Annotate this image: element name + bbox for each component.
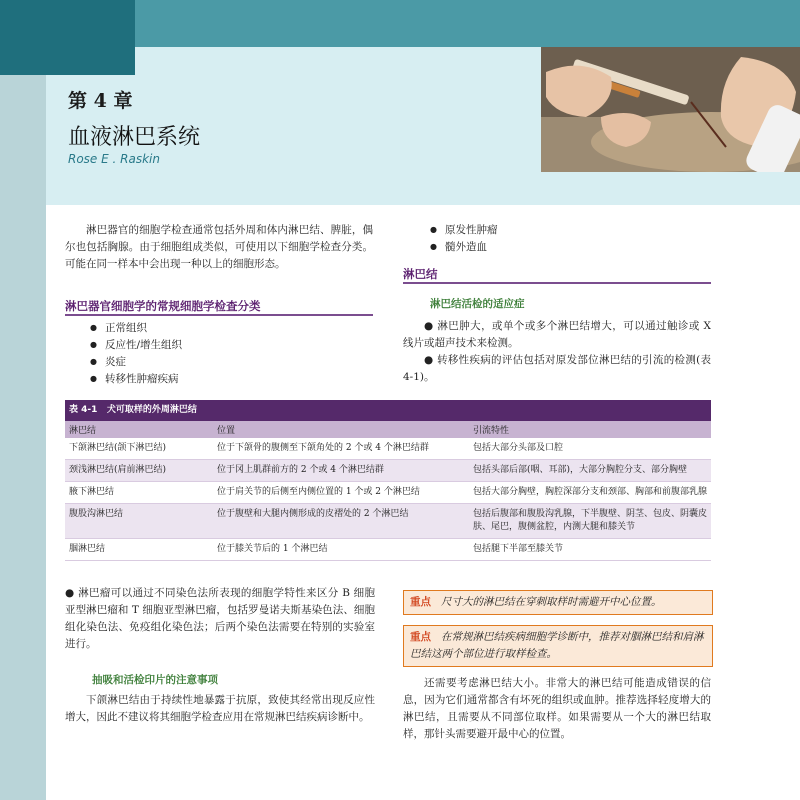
- list-item: ● 原发性肿瘤: [430, 222, 690, 239]
- key-point-tag: 重点: [410, 596, 431, 608]
- table-row: 腹股沟淋巴结 位于腹壁和大腿内侧形成的皮褶处的 2 个淋巴结 包括后腹部和腹股沟乳腺，下半腹壁、阴茎、包皮、阴囊皮肤、尾巴，腹侧盆腔，内测大腿和膝关节: [65, 504, 711, 539]
- table-row: 下颌淋巴结(颌下淋巴结) 位于下颌骨的腹侧至下颌角处的 2 个或 4 个淋巴结群 包括大部分头部及口腔: [65, 438, 711, 460]
- key-point-text: 在常规淋巴结疾病细胞学诊断中，推荐对腘淋巴结和肩淋巴结这两个部位进行取样检查。: [410, 631, 704, 660]
- key-point-tag: 重点: [410, 631, 431, 643]
- classification-list: [90, 320, 360, 388]
- lymph-node-heading: 淋巴结: [403, 267, 438, 281]
- list-item: ● 反应性/增生组织: [90, 337, 360, 354]
- sampling-heading: 抽吸和活检印片的注意事项: [92, 674, 218, 686]
- classification-rule: [65, 314, 373, 316]
- table-caption: 表 4-1 犬可取样的外周淋巴结: [65, 400, 711, 421]
- indication-item: ● 淋巴肿大，或单个或多个淋巴结增大，可以通过触诊或 X 线片或超声技术来检测。: [403, 320, 712, 349]
- chapter-title: 血液淋巴系统: [68, 125, 201, 150]
- lymphoma-paragraph: ● 淋巴瘤可以通过不同染色法所表现的细胞学特性来区分 B 细胞亚型淋巴瘤和 T 细胞亚型淋巴瘤，包括罗曼诺夫斯基染色法、细胞组化染色法、免疫组化染色法；后两个染色法需要在特别的实验室进行。: [65, 587, 376, 650]
- table-row: 颈浅淋巴结(肩前淋巴结) 位于冈上肌群前方的 2 个或 4 个淋巴结群 包括头部后部(咽、耳部)，大部分胸腔分支、部分胸壁: [65, 460, 711, 482]
- chapter-number: 第 4 章: [68, 90, 133, 112]
- lymph-node-rule: [403, 282, 711, 284]
- key-point-note: [403, 625, 713, 667]
- header-top-bar: [135, 0, 800, 47]
- list-item: ● 髓外造血: [430, 239, 690, 256]
- chapter-author: Rose E . Raskin: [68, 152, 160, 166]
- side-margin-strip: [0, 75, 46, 800]
- indication-item: ● 转移性疾病的评估包括对原发部位淋巴结的引流的检测(表 4-1)。: [403, 354, 711, 383]
- classification-list-continued: [430, 222, 690, 256]
- table-header: 淋巴结: [65, 421, 213, 438]
- list-item: ● 转移性肿瘤疾病: [90, 371, 360, 388]
- chapter-photo: [541, 47, 800, 172]
- table-header: 引流特性: [469, 421, 711, 438]
- classification-heading: 淋巴器官细胞学的常规细胞学检查分类: [65, 299, 261, 313]
- header-accent-block: [0, 0, 135, 75]
- biopsy-indications-heading: 淋巴结活检的适应症: [430, 298, 525, 310]
- indications-list: [403, 318, 711, 386]
- lymph-node-table: [65, 400, 711, 561]
- sampling-paragraph: 下颌淋巴结由于持续性地暴露于抗原，致使其经常出现反应性增大，因此不建议将其细胞学检查应用在常规淋巴结疾病诊断中。: [65, 694, 375, 723]
- key-point-text: 尺寸大的淋巴结在穿刺取样时需避开中心位置。: [441, 596, 662, 608]
- table-row: 腘淋巴结 位于膝关节后的 1 个淋巴结 包括腿下半部至膝关节: [65, 539, 711, 561]
- closing-paragraph: 还需要考虑淋巴结大小。非常大的淋巴结可能造成错误的信息，因为它们通常都含有坏死的组织或血肿。推荐选择轻度增大的淋巴结，且需要从不同部位取样。如果需要从一个大的淋巴结取样，那针头需要避开最中心的位置。: [403, 677, 711, 740]
- procedure-photo-illustration: [541, 47, 800, 172]
- table-row: 腋下淋巴结 位于肩关节的后侧至内侧位置的 1 个或 2 个淋巴结 包括大部分胸壁，胸腔深部分支和颈部、胸部和前腹部乳腺: [65, 482, 711, 504]
- list-item: ● 正常组织: [90, 320, 360, 337]
- table-header: 位置: [213, 421, 469, 438]
- key-point-note: [403, 590, 713, 615]
- list-item: ● 炎症: [90, 354, 360, 371]
- intro-paragraph: 淋巴器官的细胞学检查通常包括外周和体内淋巴结、脾脏，偶尔也包括胸腺。由于细胞组成类似，可使用以下细胞学检查分类。可能在同一样本中会出现一种以上的细胞形态。: [65, 224, 373, 270]
